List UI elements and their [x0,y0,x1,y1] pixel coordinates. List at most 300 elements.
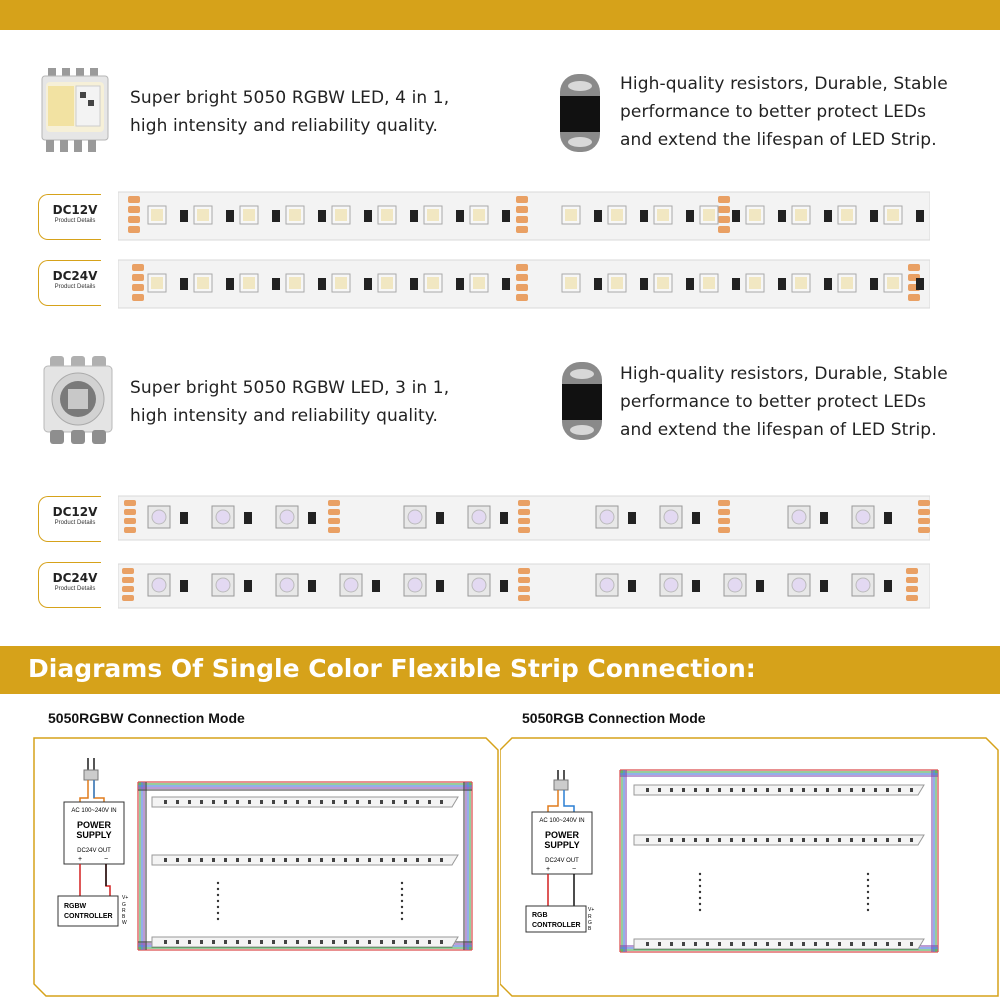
solder-pad [516,264,528,271]
mini-led [380,800,383,804]
mini-led [790,838,793,842]
mini-led [260,858,263,862]
resistor [686,210,694,222]
rgb-connection-diagram [500,736,1000,998]
feature-text-resistors: High-quality resistors, Durable, Stable performance to better protect LEDs and extend the lifespan of LED Strip. [620,74,948,150]
resistor [180,278,188,290]
mini-led [874,788,877,792]
mini-led [248,858,251,862]
mini-led [164,940,167,944]
mini-led [706,942,709,946]
mini-led [646,942,649,946]
mini-led [164,800,167,804]
resistor [916,210,924,222]
rgbw-4in1-led-chip-image [40,68,112,152]
mini-led [320,940,323,944]
solder-pad [122,577,134,583]
solder-pad [128,226,140,233]
led-lens [216,578,230,592]
solder-pad [128,196,140,203]
feature-text-resistors-2: High-quality resistors, Durable, Stable performance to better protect LEDs and extend the lifespan of LED Strip. [620,364,948,440]
mini-led [910,942,913,946]
led-lens [565,277,577,289]
solder-pad [516,294,528,301]
mini-led [886,838,889,842]
resistor [824,278,832,290]
mini-led [754,788,757,792]
resistor [756,580,764,592]
mini-led [320,800,323,804]
led-lens [243,277,255,289]
solder-pad [518,595,530,601]
solder-pad [718,509,730,515]
mini-led [718,788,721,792]
mini-led [428,800,431,804]
mini-led [658,838,661,842]
svg-text:−: − [104,856,109,863]
led-lens [703,277,715,289]
led-lens [408,578,422,592]
resistor [692,512,700,524]
led-lens [749,277,761,289]
rgb-controller-line1: RGB [532,912,548,919]
led-lens [565,209,577,221]
resistor [732,210,740,222]
mini-led [850,788,853,792]
led-lens [427,277,439,289]
continuation-dot [401,912,403,914]
led-lens [841,209,853,221]
resistor [456,210,464,222]
mini-led [260,800,263,804]
led-lens [473,209,485,221]
mini-led [646,838,649,842]
section-title: Diagrams Of Single Color Flexible Strip Connection: [28,654,756,683]
mini-led [284,940,287,944]
solder-pad [518,568,530,574]
mini-led [296,940,299,944]
resistor [180,580,188,592]
led-lens [216,510,230,524]
led-lens [841,277,853,289]
solder-pad [516,226,528,233]
mini-led [224,858,227,862]
solder-pad [906,586,918,592]
feature-text-led-4in1: Super bright 5050 RGBW LED, 4 in 1, high intensity and reliability quality. [130,88,450,136]
feature-text-led-3in1: Super bright 5050 RGBW LED, 3 in 1, high intensity and reliability quality. [130,378,450,426]
rgbw-controller-line2: CONTROLLER [64,913,113,920]
svg-text:V+: V+ [588,907,595,913]
rgbw-supply-line1: POWER [76,820,112,830]
solder-pad [518,586,530,592]
solder-pad [132,294,144,301]
continuation-dot [401,882,403,884]
svg-text:R: R [122,908,126,914]
mini-led [404,858,407,862]
solder-pad [132,264,144,271]
continuation-dot [401,888,403,890]
resistor [318,278,326,290]
solder-pad [718,216,730,223]
mini-led [356,858,359,862]
solder-pad [124,509,136,515]
mini-led [308,940,311,944]
led-lens [856,510,870,524]
resistor-image [558,72,602,154]
resistor [502,210,510,222]
top-accent-bar [0,0,1000,30]
mini-led [874,942,877,946]
mini-led [332,940,335,944]
mini-led [778,838,781,842]
mini-led [404,800,407,804]
mini-led [212,800,215,804]
resistor [180,210,188,222]
mini-led [248,800,251,804]
led-lens [657,209,669,221]
led-lens [792,510,806,524]
mini-led [826,942,829,946]
continuation-dot [699,891,701,893]
rgb-output-label: DC24V OUT [545,858,579,864]
mini-led [862,942,865,946]
solder-pad [122,568,134,574]
mini-led [778,788,781,792]
mini-led [910,838,913,842]
resistor [500,580,508,592]
mini-led [368,940,371,944]
mini-led [658,942,661,946]
resistor [372,580,380,592]
solder-pad [918,527,930,533]
mini-led [176,940,179,944]
resistor [870,278,878,290]
continuation-dot [867,909,869,911]
mini-led [344,940,347,944]
led-lens [289,277,301,289]
solder-pad [328,527,340,533]
resistor [594,278,602,290]
continuation-dot [699,903,701,905]
mini-led [718,838,721,842]
led-lens [381,277,393,289]
mini-led [682,838,685,842]
mini-led [164,858,167,862]
mini-led [814,788,817,792]
led-lens [289,209,301,221]
svg-text:B: B [588,926,592,932]
mini-led [440,940,443,944]
mini-led [380,940,383,944]
mini-led [380,858,383,862]
mini-led [416,800,419,804]
resistor [456,278,464,290]
mini-led [814,942,817,946]
led-lens [427,209,439,221]
mini-led [886,788,889,792]
mini-led [898,838,901,842]
mini-led [236,940,239,944]
mini-led [682,788,685,792]
led-strip-3in1-dc24v [118,560,930,612]
resistor [594,210,602,222]
mini-led [694,788,697,792]
solder-pad [718,196,730,203]
solder-pad [124,527,136,533]
continuation-dot [699,909,701,911]
solder-pad [516,196,528,203]
mini-led [730,788,733,792]
mini-led [356,940,359,944]
solder-pad [516,216,528,223]
mini-led [670,788,673,792]
mini-led [416,940,419,944]
mini-led [898,942,901,946]
led-lens [792,578,806,592]
resistor [180,512,188,524]
resistor [226,210,234,222]
led-lens [657,277,669,289]
mini-led [392,858,395,862]
mini-led [344,800,347,804]
mini-led [874,838,877,842]
resistor [778,278,786,290]
mini-led [706,838,709,842]
mini-led [308,858,311,862]
led-lens [344,578,358,592]
mini-led [718,942,721,946]
mini-strip [152,797,458,807]
mini-led [428,858,431,862]
resistor [628,580,636,592]
mini-led [416,858,419,862]
continuation-dot [401,900,403,902]
rgb-supply-line1: POWER [544,830,580,840]
resistor [244,512,252,524]
mini-led [646,788,649,792]
continuation-dot [699,885,701,887]
led-lens [600,578,614,592]
rgbw-output-label: DC24V OUT [77,848,111,854]
mini-led [308,800,311,804]
continuation-dot [217,918,219,920]
resistor [884,512,892,524]
mini-led [730,838,733,842]
led-lens [472,510,486,524]
solder-pad [906,595,918,601]
mini-led [368,800,371,804]
mini-led [212,858,215,862]
mini-led [332,800,335,804]
rgbw-mode-title: 5050RGBW Connection Mode [48,710,245,726]
solder-pad [128,206,140,213]
rgb-supply-line2: SUPPLY [544,840,580,850]
mini-led [658,788,661,792]
mini-led [838,942,841,946]
svg-text:B: B [122,914,126,920]
mini-led [826,838,829,842]
solder-pad [918,500,930,506]
rgbw-connection-diagram [0,736,500,998]
resistor [318,210,326,222]
solder-pad [906,568,918,574]
mini-led [862,788,865,792]
mini-led [730,942,733,946]
solder-pad [718,226,730,233]
continuation-dot [699,897,701,899]
solder-pad [518,509,530,515]
resistor [824,210,832,222]
mini-led [356,800,359,804]
solder-pad [122,586,134,592]
mini-led [296,858,299,862]
mini-strip [152,855,458,865]
rgb-input-label: AC 100~240V IN [539,818,585,824]
mini-led [766,788,769,792]
led-lens [728,578,742,592]
continuation-dot [699,873,701,875]
solder-pad [132,274,144,281]
solder-pad [128,216,140,223]
resistor [502,278,510,290]
svg-text:R: R [588,914,592,920]
solder-pad [918,518,930,524]
mini-led [236,858,239,862]
led-strip-3in1-dc12v [118,492,930,544]
led-lens [664,510,678,524]
mini-led [790,942,793,946]
mini-led [404,940,407,944]
solder-pad [122,595,134,601]
solder-pad [516,284,528,291]
mini-led [766,942,769,946]
continuation-dot [217,882,219,884]
mini-strip [152,937,458,947]
resistor [226,278,234,290]
continuation-dot [867,873,869,875]
solder-pad [718,500,730,506]
mini-led [272,800,275,804]
led-lens [152,578,166,592]
led-lens [152,510,166,524]
continuation-dot [867,885,869,887]
continuation-dot [867,879,869,881]
continuation-dot [699,879,701,881]
resistor [308,580,316,592]
solder-pad [328,518,340,524]
mini-led [754,942,757,946]
continuation-dot [867,897,869,899]
solder-pad [516,274,528,281]
resistor [410,210,418,222]
voltage-tag-dc12v-2: DC12V Product Details [38,496,108,542]
mini-led [320,858,323,862]
continuation-dot [401,918,403,920]
resistor [732,278,740,290]
mini-led [440,800,443,804]
mini-led [754,838,757,842]
resistor [364,210,372,222]
resistor [640,278,648,290]
rgb-controller-line2: CONTROLLER [532,922,581,929]
voltage-tag-dc24v-2: DC24V Product Details [38,562,108,608]
resistor [436,512,444,524]
led-lens [335,209,347,221]
led-lens [887,277,899,289]
resistor [308,512,316,524]
solder-pad [906,577,918,583]
solder-pad [718,206,730,213]
mini-led [188,940,191,944]
mini-led [176,800,179,804]
continuation-dot [217,888,219,890]
mini-led [670,942,673,946]
mini-led [742,788,745,792]
solder-pad [132,284,144,291]
continuation-dot [217,906,219,908]
continuation-dot [867,891,869,893]
led-strip-4in1-dc24v [118,256,930,312]
resistor [820,512,828,524]
resistor [364,278,372,290]
solder-pad [328,509,340,515]
mini-led [224,800,227,804]
solder-pad [518,577,530,583]
mini-led [742,838,745,842]
mini-led [742,942,745,946]
mini-led [296,800,299,804]
mini-led [332,858,335,862]
led-lens [611,209,623,221]
led-lens [197,209,209,221]
rgbw-controller-line1: RGBW [64,903,87,910]
led-lens [381,209,393,221]
mini-led [706,788,709,792]
mini-led [188,858,191,862]
svg-text:+: + [546,866,551,873]
mini-led [850,942,853,946]
solder-pad [518,527,530,533]
led-lens [473,277,485,289]
led-strip-4in1-dc12v [118,188,930,244]
svg-text:V+: V+ [122,895,129,901]
led-lens [408,510,422,524]
mini-led [850,838,853,842]
resistor [640,210,648,222]
resistor [884,580,892,592]
led-lens [703,209,715,221]
resistor [410,278,418,290]
mini-led [898,788,901,792]
led-lens [795,277,807,289]
led-lens [749,209,761,221]
solder-pad [908,264,920,271]
continuation-dot [401,894,403,896]
mini-led [766,838,769,842]
led-lens [151,277,163,289]
resistor [692,580,700,592]
led-lens [197,277,209,289]
led-lens [664,578,678,592]
mini-led [392,800,395,804]
mini-led [790,788,793,792]
mini-led [440,858,443,862]
mini-led [200,800,203,804]
continuation-dot [217,912,219,914]
led-lens [856,578,870,592]
mini-led [802,838,805,842]
mini-led [802,942,805,946]
